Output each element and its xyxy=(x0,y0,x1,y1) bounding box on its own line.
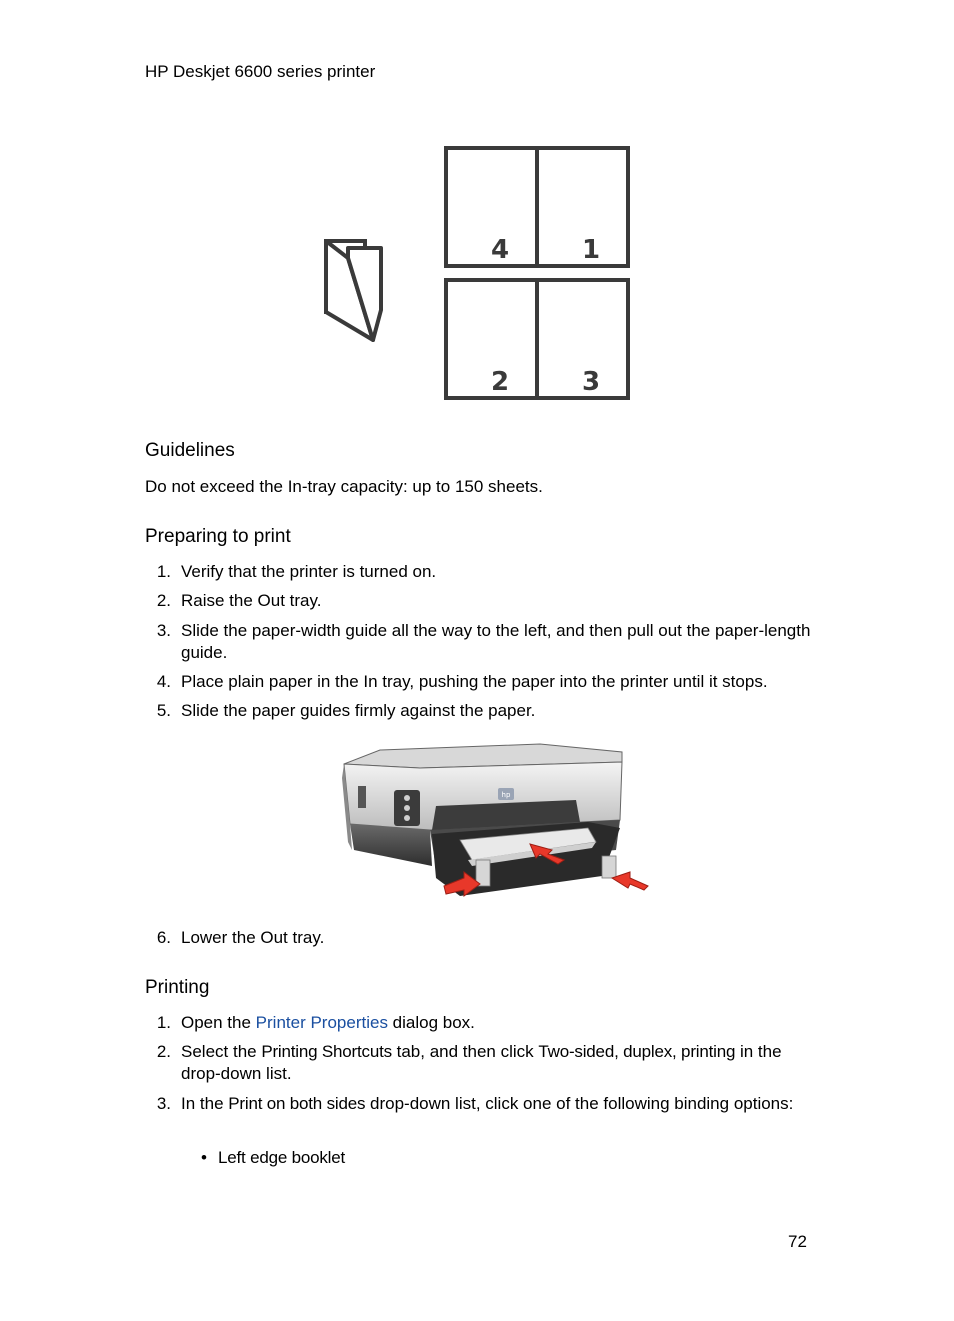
guidelines-text: Do not exceed the In-tray capacity: up to 150 sheets. xyxy=(145,477,543,496)
step-text: Lower the Out tray. xyxy=(181,928,325,947)
step-text xyxy=(181,1041,815,1085)
page-number-4: 4 xyxy=(491,235,510,265)
step-number: 5. xyxy=(156,701,171,720)
step-text: Verify that the printer is turned on. xyxy=(181,562,437,581)
running-header: HP Deskjet 6600 series printer xyxy=(145,62,376,81)
section-heading-guidelines: Guidelines xyxy=(145,440,235,461)
text-run: Open the xyxy=(181,1013,256,1032)
page-number-2: 2 xyxy=(491,367,510,397)
text-run: drop-down list, click one of the following binding options: xyxy=(365,1094,794,1113)
booklet-layout-figure xyxy=(318,140,638,406)
step-number: 2. xyxy=(156,1042,171,1061)
hp-logo-text: hp xyxy=(501,791,511,799)
text-run: Select the xyxy=(181,1042,262,1061)
ui-term: Print on both sides xyxy=(228,1094,366,1113)
step-text: Slide the paper guides firmly against the paper. xyxy=(181,701,536,720)
step-number: 6. xyxy=(156,928,171,947)
step-text: Raise the Out tray. xyxy=(181,591,322,610)
arrow-right-icon xyxy=(612,872,648,890)
folded-booklet-icon xyxy=(326,241,381,340)
step-number: 1. xyxy=(156,562,171,581)
bullet-icon: • xyxy=(201,1148,207,1167)
text-run: in the drop-down list. xyxy=(181,1042,782,1083)
step-text: Place plain paper in the In tray, pushing the paper into the printer until it stops. xyxy=(181,672,768,691)
page-number: 72 xyxy=(788,1232,807,1251)
text-run: tab, and then click xyxy=(391,1042,539,1061)
text-run: dialog box. xyxy=(387,1013,475,1032)
page-number-1: 1 xyxy=(582,235,601,265)
step-number: 3. xyxy=(156,1094,171,1113)
step-text: Slide the paper-width guide all the way to the left, and then pull out the paper-length guide. xyxy=(181,621,811,662)
ui-term: Two-sided, duplex, printing xyxy=(538,1042,736,1061)
text-run: In the xyxy=(181,1094,229,1113)
section-heading-printing: Printing xyxy=(145,977,210,998)
bullet-text: Left edge booklet xyxy=(218,1148,346,1167)
step-number: 1. xyxy=(156,1013,171,1032)
printer-paper-loading-figure xyxy=(340,738,652,900)
step-text xyxy=(181,1012,815,1034)
ui-term: Printing Shortcuts xyxy=(261,1042,392,1061)
step-number: 2. xyxy=(156,591,171,610)
paper-length-guide xyxy=(602,856,616,878)
page-number-3: 3 xyxy=(582,367,601,397)
section-heading-preparing: Preparing to print xyxy=(145,526,291,547)
step-number: 4. xyxy=(156,672,171,691)
printer-properties-link[interactable]: Printer Properties xyxy=(255,1013,388,1032)
step-number: 3. xyxy=(156,621,171,640)
step-text xyxy=(181,1093,815,1115)
